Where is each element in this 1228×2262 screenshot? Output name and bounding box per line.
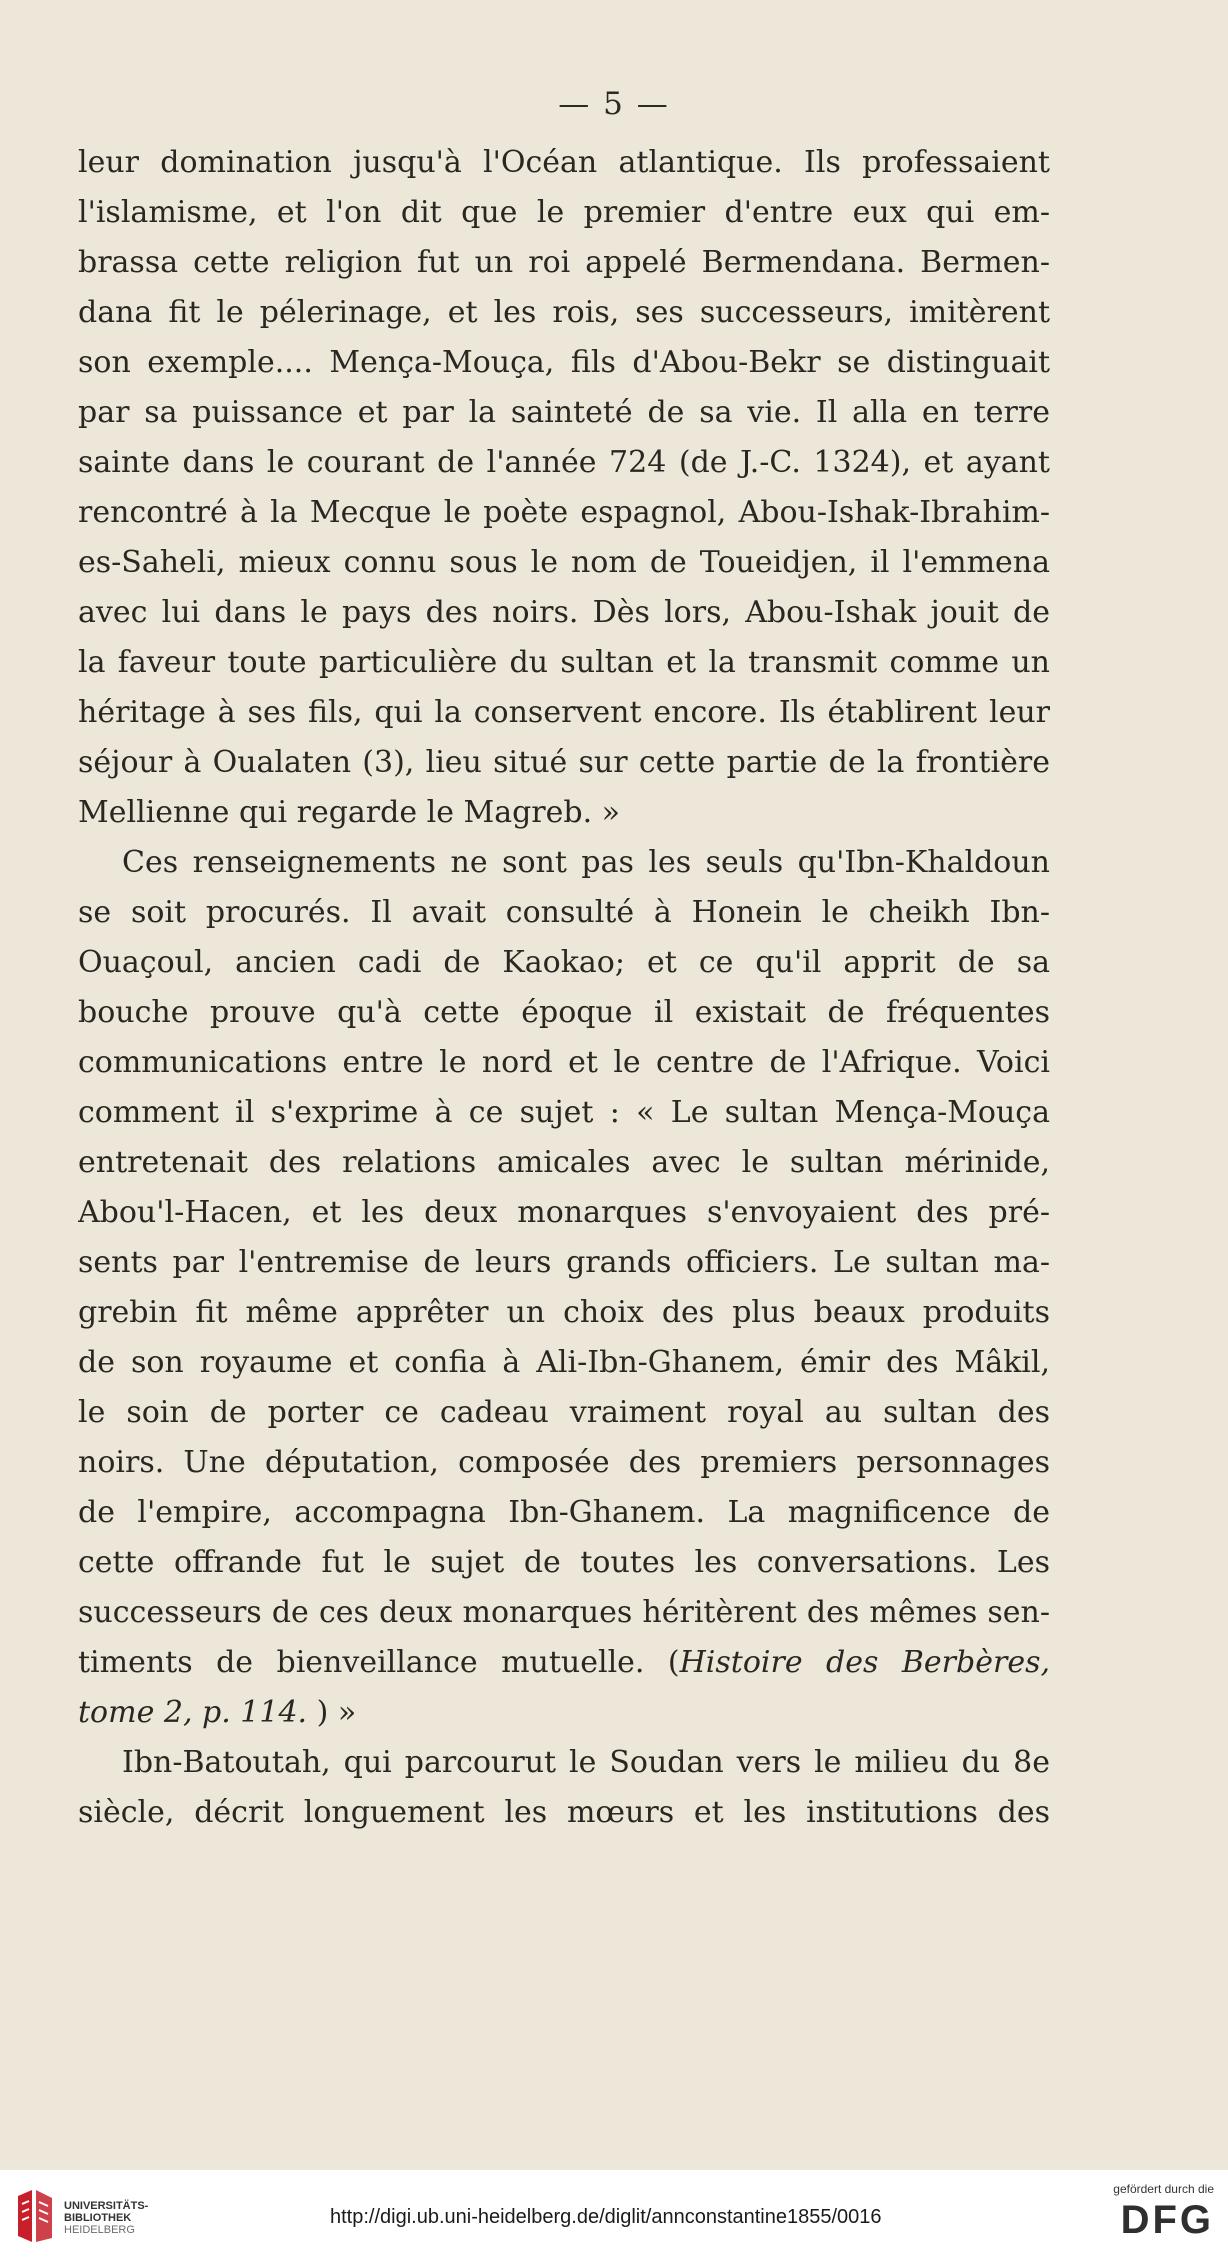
text-line: leur domination jusqu'à l'Océan atlantique. Ils professaient [78,145,1050,180]
funding-logo[interactable] [1074,2182,1214,2244]
text-line: noirs. Une députation, composée des premiers personnages [78,1445,1050,1480]
text-line: Mellienne qui regarde le Magreb. » [78,795,621,830]
text-line: grebin fit même apprêter un choix des plus beaux produits [78,1295,1050,1330]
library-name-line-2: BIBLIOTHEK [64,2212,132,2224]
text-line: la faveur toute particulière du sultan et la transmit comme un [78,645,1050,680]
text-line: cette offrande fut le sujet de toutes les conversations. Les [78,1545,1050,1580]
text-line: de l'empire, accompagna Ibn-Ghanem. La magnificence de [78,1495,1050,1530]
text-line: communications entre le nord et le centre de l'Afrique. Voici [78,1045,1050,1080]
text-line: son exemple.... Mença-Mouça, fils d'Abou-Bekr se distinguait [78,345,1050,380]
library-logo[interactable] [12,2184,162,2250]
text-line: dana fit le pélerinage, et les rois, ses successeurs, imitèrent [78,295,1050,330]
body-text [78,138,1050,1838]
text-line: siècle, décrit longuement les mœurs et les institutions des [78,1795,1050,1830]
text-line: se soit procurés. Il avait consulté à Honein le cheikh Ibn- [78,895,1050,930]
text-line: Ouaçoul, ancien cadi de Kaokao; et ce qu'il apprit de sa [78,945,1050,980]
text-line [78,1638,1050,1688]
text-line: séjour à Oualaten (3), lieu situé sur cette partie de la frontière [78,745,1050,780]
source-url-link[interactable]: http://digi.ub.uni-heidelberg.de/diglit/annconstantine1855/0016 [330,2206,882,2228]
text-line: sainte dans le courant de l'année 724 (de J.-C. 1324), et ayant [78,445,1050,480]
text-line: brassa cette religion fut un roi appelé Bermendana. Bermen- [78,245,1050,280]
text-line-italic: tome 2, p. 114. [78,1695,308,1730]
text-line: bouche prouve qu'à cette époque il existait de fréquentes [78,995,1050,1030]
text-line: de son royaume et confia à Ali-Ibn-Ghanem, émir des Mâkil, [78,1345,1050,1380]
text-line: héritage à ses fils, qui la conservent encore. Ils établirent leur [78,695,1050,730]
text-line-italic: Histoire des Berbères, [679,1645,1050,1680]
text-line: entretenait des relations amicales avec le sultan mérinide, [78,1145,1050,1180]
text-line: comment il s'exprime à ce sujet : « Le sultan Mença-Mouça [78,1095,1050,1130]
text-line: es-Saheli, mieux connu sous le nom de Toueidjen, il l'emmena [78,545,1050,580]
text-line: avec lui dans le pays des noirs. Dès lors, Abou-Ishak jouit de [78,595,1050,630]
funding-label: gefördert durch die [1113,2182,1214,2196]
library-name [64,2200,148,2236]
text-line: l'islamisme, et l'on dit que le premier d'entre eux qui em- [78,195,1050,230]
text-line-plain: timents de bienveillance mutuelle. ( [78,1645,680,1680]
text-line [78,1688,1050,1738]
text-line: sents par l'entremise de leurs grands officiers. Le sultan ma- [78,1245,1050,1280]
library-name-line-3: HEIDELBERG [64,2224,135,2236]
text-line: Ces renseignements ne sont pas les seuls qu'Ibn-Khaldoun [122,845,1050,880]
text-line: Abou'l-Hacen, et les deux monarques s'envoyaient des pré- [78,1195,1050,1230]
footer [0,2170,1228,2262]
dfg-logo: DFG [1120,2198,1214,2242]
text-line: le soin de porter ce cadeau vraiment royal au sultan des [78,1395,1050,1430]
text-line-plain: ) » [316,1695,357,1730]
text-line: Ibn-Batoutah, qui parcourut le Soudan vers le milieu du 8e [122,1745,1050,1780]
library-name-line-1: UNIVERSITÄTS- [64,2200,149,2212]
text-line: successeurs de ces deux monarques héritèrent des mêmes sen- [78,1595,1050,1630]
text-line: rencontré à la Mecque le poète espagnol, Abou-Ishak-Ibrahim- [78,495,1050,530]
university-library-logo-icon [12,2186,58,2246]
text-line: par sa puissance et par la sainteté de sa vie. Il alla en terre [78,395,1050,430]
page-number: — 5 — [558,86,670,122]
